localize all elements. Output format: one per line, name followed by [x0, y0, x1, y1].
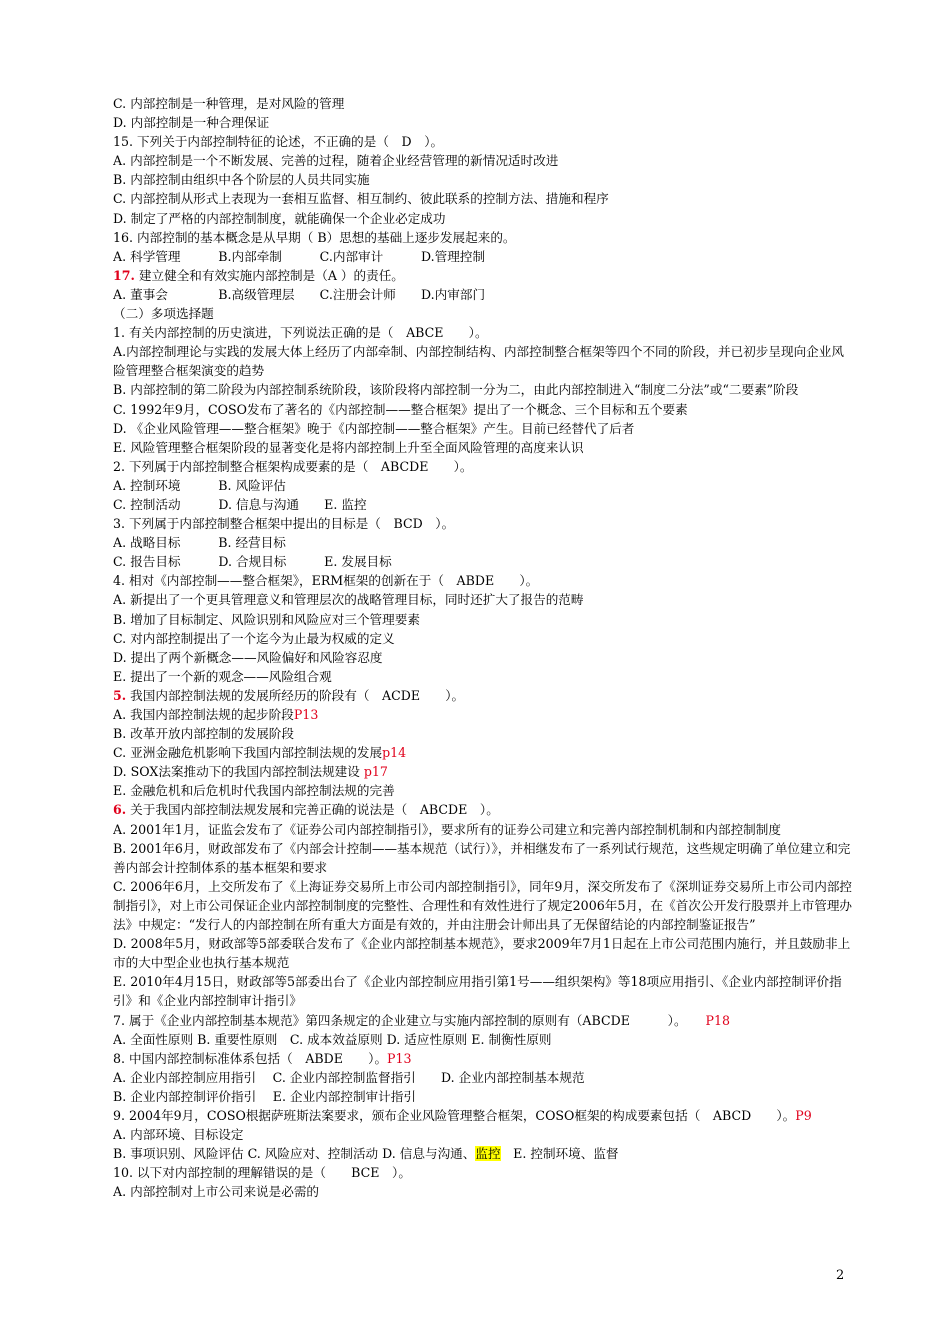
text-line [113, 552, 853, 571]
text-line [113, 94, 853, 113]
line-text: C. 2006年6月，上交所发布了《上海证券交易所上市公司内部控制指引》，同年9月，深交所发布了《深圳证券交易所上市公司内部控制指引》，对上市公司保证企业内部控制制度的完整性、合理性和有效性进行了规定2006年5月，在《首次公开发行股票并上市管理办法》中规定：“发行人的内部控制在所有重大方面是有效的，并由注册会计师出具了无保留结论的内部控制鉴证报告” [113, 878, 853, 933]
text-line [113, 533, 853, 552]
line-text: A. 内部环境、目标设定 [113, 1127, 244, 1143]
text-line [113, 629, 853, 648]
page-reference: p14 [382, 745, 407, 761]
line-text: 16. 内部控制的基本概念是从早期（ B）思想的基础上逐步发展起来的。 [113, 229, 516, 245]
text-line [113, 610, 853, 629]
line-text: E. 风险管理整合框架阶段的显著变化是将内部控制上升至全面风险管理的高度来认识 [113, 439, 584, 455]
text-line [113, 571, 853, 590]
text-line [113, 743, 853, 762]
text-line [113, 476, 853, 495]
document-body [113, 94, 853, 1201]
text-line [113, 781, 853, 800]
page-reference: p17 [363, 764, 388, 780]
line-text: B. 企业内部控制评价指引 E. 企业内部控制审计指引 [113, 1088, 416, 1104]
text-line [113, 1125, 853, 1144]
line-text: D. 内部控制是一种合理保证 [113, 115, 270, 131]
line-text: A. 企业内部控制应用指引 C. 企业内部控制监督指引 D. 企业内部控制基本规范 [113, 1069, 585, 1085]
page-number: 2 [836, 1268, 845, 1283]
line-text: 10. 以下对内部控制的理解错误的是（ BCE ）。 [113, 1165, 411, 1181]
text-line [113, 686, 853, 705]
text-line [113, 132, 853, 151]
text-line [113, 495, 853, 514]
line-text: D. 提出了两个新概念——风险偏好和风险容忍度 [113, 649, 383, 665]
text-line [113, 1049, 853, 1068]
line-text: B. 改革开放内部控制的发展阶段 [113, 726, 294, 742]
text-line [113, 113, 853, 132]
line-text: C. 亚洲金融危机影响下我国内部控制法规的发展 [113, 745, 383, 761]
line-text: 4. 相对《内部控制——整合框架》，ERM框架的创新在于（ ABDE ）。 [113, 573, 539, 589]
line-text: 8. 中国内部控制标准体系包括（ ABDE ）。 [113, 1050, 388, 1066]
page-reference: P18 [705, 1012, 730, 1028]
question-number: 6. [113, 802, 127, 818]
line-text: A. 内部控制对上市公司来说是必需的 [113, 1184, 320, 1200]
line-text: A. 我国内部控制法规的起步阶段 [113, 707, 294, 722]
line-text: A. 新提出了一个更具管理意义和管理层次的战略管理目标，同时还扩大了报告的范畴 [113, 592, 584, 608]
question-number: 5. [113, 687, 127, 703]
line-text: D. 《企业风险管理——整合框架》晚于《内部控制——整合框架》产生。目前已经替代了后者 [113, 420, 635, 436]
line-text: （二）多项选择题 [113, 306, 214, 322]
line-text: A. 战略目标 B. 经营目标 [113, 535, 286, 551]
text-line [113, 438, 853, 457]
line-text: D. 制定了严格的内部控制制度，就能确保一个企业必定成功 [113, 210, 446, 226]
line-text: D. SOX法案推动下的我国内部控制法规建设 [113, 764, 364, 780]
text-line [113, 151, 853, 170]
text-line [113, 762, 853, 781]
text-line [113, 170, 853, 189]
text-line [113, 1011, 853, 1030]
line-text: B. 2001年6月，财政部发布了《内部会计控制——基本规范（试行）》，并相继发布了一系列试行规范，这些规定明确了单位建立和完善内部会计控制体系的基本框架和要求 [113, 840, 851, 875]
page-reference: P13 [293, 707, 319, 722]
line-text: B. 内部控制的第二阶段为内部控制系统阶段，该阶段将内部控制一分为二，由此内部控制进入“制度二分法”或“二要素”阶段 [113, 382, 799, 398]
text-line [113, 590, 853, 609]
text-line [113, 1068, 853, 1087]
line-text: D. 2008年5月，财政部等5部委联合发布了《企业内部控制基本规范》，要求2009年7月1日起在上市公司范围内施行，并且鼓励非上市的大中型企业也执行基本规范 [113, 936, 851, 971]
text-line [113, 800, 853, 819]
line-text: 7. 属于《企业内部控制基本规范》第四条规定的企业建立与实施内部控制的原则有（ABCDE ）。 [113, 1012, 706, 1028]
line-text: B. 事项识别、风险评估 C. 风险应对、控制活动 D. 信息与沟通、 [113, 1146, 476, 1162]
line-text: A. 董事会 B.高级管理层 C.注册会计师 D.内审部门 [113, 286, 486, 302]
text-line [113, 1182, 853, 1201]
line-text: A. 科学管理 B.内部牵制 C.内部审计 D.管理控制 [113, 248, 486, 264]
line-text: A. 内部控制是一个不断发展、完善的过程，随着企业经营管理的新情况适时改进 [113, 153, 559, 169]
line-text: 我国内部控制法规的发展所经历的阶段有（ ACDE ）。 [126, 687, 465, 703]
text-line [113, 189, 853, 208]
text-line [113, 648, 853, 667]
text-line [113, 419, 853, 438]
line-text: A. 2001年1月，证监会发布了《证券公司内部控制指引》，要求所有的证券公司建立和完善内部控制机制和内部控制制度 [113, 821, 781, 837]
text-line [113, 667, 853, 686]
line-text: B. 增加了目标制定、风险识别和风险应对三个管理要素 [113, 611, 420, 627]
line-text: 9. 2004年9月，COSO根据萨班斯法案要求，颁布企业风险管理整合框架，COSO框架的构成要素包括（ ABCD ）。 [113, 1107, 796, 1123]
line-text: C. 内部控制从形式上表现为一套相互监督、相互制约、彼此联系的控制方法、措施和程序 [113, 191, 609, 207]
line-text: A.内部控制理论与实践的发展大体上经历了内部牵制、内部控制结构、内部控制整合框架等四个不同的阶段，并已初步呈现向企业风险管理整合框架演变的趋势 [113, 344, 844, 379]
question-number: 17. [113, 267, 135, 283]
line-text: A. 全面性原则 B. 重要性原则 C. 成本效益原则 D. 适应性原则 E. 制衡性原则 [113, 1031, 552, 1047]
line-text: 建立健全和有效实施内部控制是（A ）的责任。 [134, 267, 404, 283]
line-text-after: E. 控制环境、监督 [500, 1146, 619, 1162]
text-line [113, 209, 853, 228]
line-text: 2. 下列属于内部控制整合框架构成要素的是（ ABCDE ）。 [113, 458, 473, 474]
line-text: 关于我国内部控制法规发展和完善正确的说法是（ ABCDE ）。 [126, 802, 499, 818]
text-line [113, 820, 853, 839]
line-text: 1. 有关内部控制的历史演进，下列说法正确的是（ ABCE ）。 [113, 325, 488, 341]
text-line [113, 342, 853, 380]
text-line [113, 400, 853, 419]
text-line [113, 877, 853, 934]
text-line [113, 705, 853, 724]
highlighted-text: 监控 [475, 1146, 501, 1162]
line-text: C. 1992年9月，COSO发布了著名的《内部控制——整合框架》提出了一个概念、三个目标和五个要素 [113, 401, 688, 417]
line-text: A. 控制环境 B. 风险评估 [113, 477, 286, 493]
text-line [113, 380, 853, 399]
text-line [113, 972, 853, 1010]
line-text: E. 金融危机和后危机时代我国内部控制法规的完善 [113, 783, 395, 799]
text-line [113, 934, 853, 972]
text-line [113, 839, 853, 877]
line-text: B. 内部控制由组织中各个阶层的人员共同实施 [113, 172, 370, 188]
text-line [113, 724, 853, 743]
line-text: 15. 下列关于内部控制特征的论述，不正确的是（ D ）。 [113, 134, 444, 150]
text-line [113, 304, 853, 323]
text-line [113, 457, 853, 476]
text-line [113, 323, 853, 342]
page-reference: P13 [387, 1050, 412, 1066]
text-line [113, 1087, 853, 1106]
text-line [113, 247, 853, 266]
text-line [113, 1163, 853, 1182]
line-text: E. 提出了一个新的观念——风险组合观 [113, 668, 332, 684]
text-line [113, 1106, 853, 1125]
page-reference: P9 [795, 1107, 812, 1123]
text-line [113, 266, 853, 285]
text-line [113, 285, 853, 304]
text-line [113, 228, 853, 247]
text-line [113, 514, 853, 533]
line-text: E. 2010年4月15日，财政部等5部委出台了《企业内部控制应用指引第1号——组织架构》等18项应用指引、《企业内部控制评价指引》和《企业内部控制审计指引》 [113, 974, 842, 1009]
line-text: 3. 下列属于内部控制整合框架中提出的目标是（ BCD ）。 [113, 516, 455, 532]
text-line [113, 1144, 853, 1163]
text-line [113, 1030, 853, 1049]
line-text: C. 报告目标 D. 合规目标 E. 发展目标 [113, 554, 392, 570]
line-text: C. 控制活动 D. 信息与沟通 E. 监控 [113, 496, 367, 512]
line-text: C. 内部控制是一种管理，是对风险的管理 [113, 96, 345, 111]
line-text: C. 对内部控制提出了一个迄今为止最为权威的定义 [113, 630, 395, 646]
